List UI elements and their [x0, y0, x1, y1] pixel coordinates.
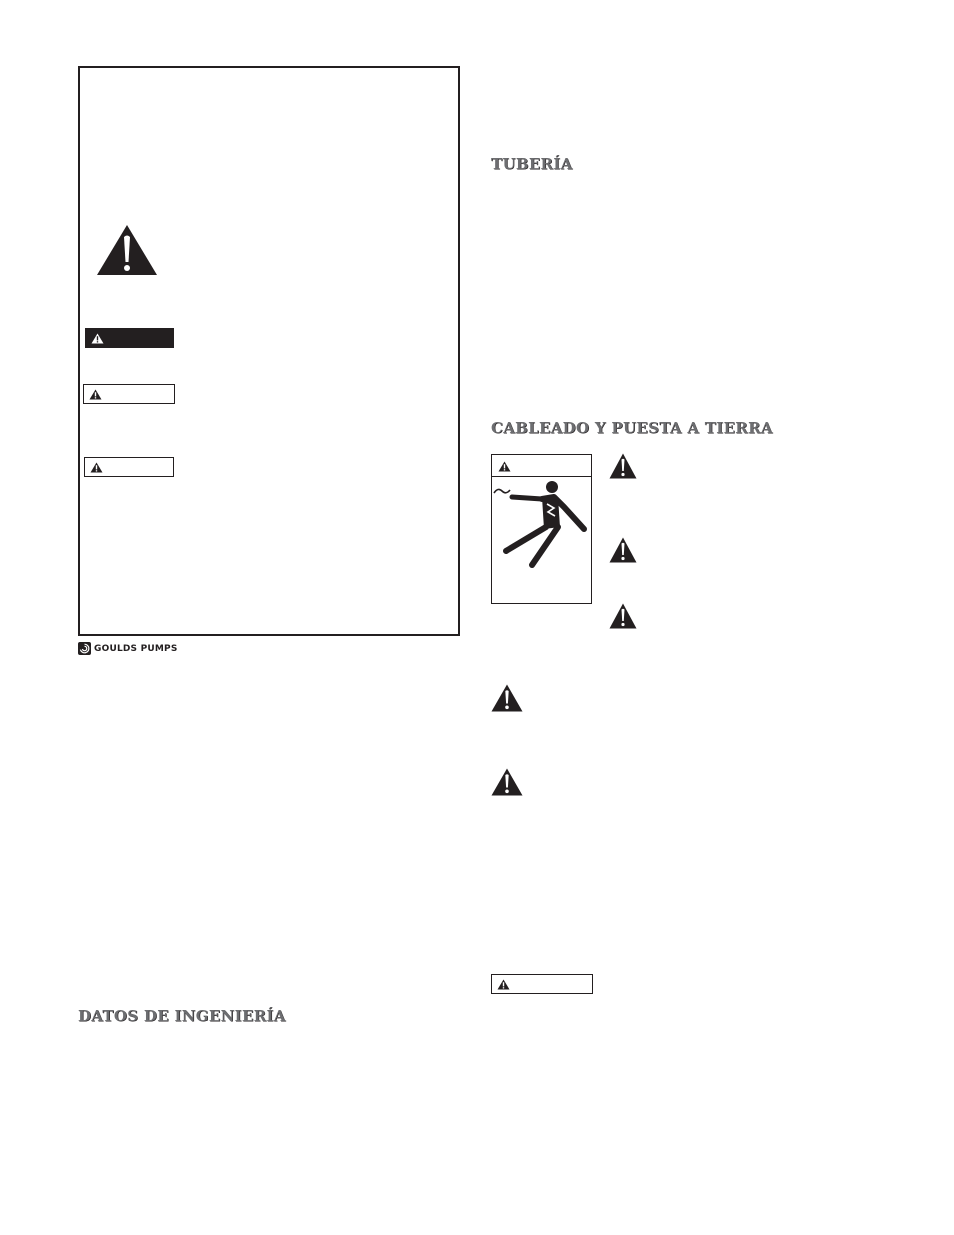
piping-heading: TUBERÍA — [491, 155, 573, 173]
caution-signal-panel — [491, 974, 593, 994]
alert-triangle-icon — [497, 979, 510, 990]
safety-alert-symbol-icon — [609, 537, 637, 563]
alert-triangle-icon — [91, 333, 104, 344]
safety-alert-symbol-icon — [96, 224, 158, 276]
safety-alert-symbol-icon — [491, 684, 523, 712]
safety-alert-symbol-icon — [491, 768, 523, 796]
alert-triangle-icon — [89, 389, 102, 400]
logo-text: GOULDS PUMPS — [94, 643, 178, 654]
safety-instructions-box — [78, 66, 460, 636]
wiring-grounding-heading: CABLEADO Y PUESTA A TIERRA — [491, 419, 773, 437]
caution-signal-panel — [84, 457, 174, 477]
alert-triangle-icon — [498, 461, 511, 472]
electric-shock-person-icon — [492, 477, 591, 603]
safety-alert-symbol-icon — [609, 453, 637, 479]
alert-triangle-icon — [90, 462, 103, 473]
danger-signal-panel — [85, 328, 174, 348]
safety-alert-symbol-icon — [609, 603, 637, 629]
warning-signal-panel — [83, 384, 175, 404]
electric-shock-hazard-panel — [491, 454, 592, 604]
goulds-pumps-logo — [78, 642, 178, 655]
engineering-data-heading: DATOS DE INGENIERÍA — [78, 1007, 286, 1025]
goulds-swirl-icon — [78, 642, 91, 655]
